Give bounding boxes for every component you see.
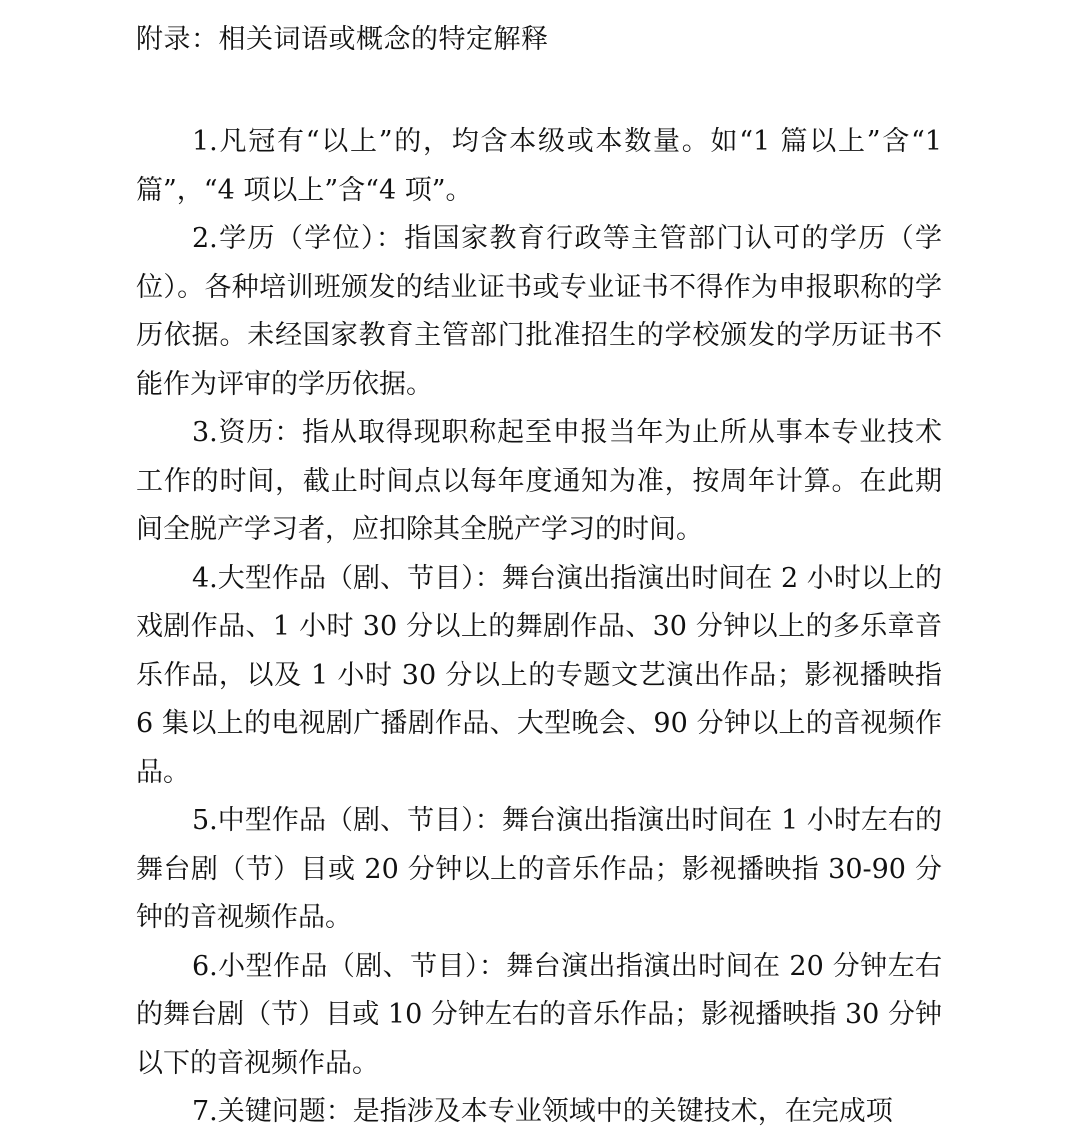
appendix-heading: 附录：相关词语或概念的特定解释 [136, 24, 549, 55]
definition-paragraph-1: 1.凡冠有“以上”的，均含本级或本数量。如“1 篇以上”含“1 篇”，“4 项以上”含“4 项”。 [136, 126, 942, 206]
definition-paragraph-5: 5.中型作品（剧、节目）：舞台演出指演出时间在 1 小时左右的舞台剧（节）目或 20 分钟以上的音乐作品；影视播映指 30-90 分钟的音视频作品。 [136, 805, 942, 933]
definition-paragraph-7: 7.关键问题：是指涉及本专业领域中的关键技术，在完成项 [192, 1096, 893, 1127]
definition-paragraph-3: 3.资历：指从取得现职称起至申报当年为止所从事本专业技术工作的时间，截止时间点以每年度通知为准，按周年计算。在此期间全脱产学习者，应扣除其全脱产学习的时间。 [136, 417, 942, 545]
definition-paragraph-6: 6.小型作品（剧、节目）：舞台演出指演出时间在 20 分钟左右的舞台剧（节）目或 10 分钟左右的音乐作品；影视播映指 30 分钟以下的音视频作品。 [136, 950, 942, 1079]
definition-paragraph-2: 2.学历（学位）：指国家教育行政等主管部门认可的学历（学位）。各种培训班颁发的结业证书或专业证书不得作为申报职称的学历依据。未经国家教育主管部门批准招生的学校颁发的学历证书不能作为评审的学历依据。 [136, 223, 942, 400]
definitions-list [136, 118, 942, 1137]
definition-paragraph-4: 4.大型作品（剧、节目）：舞台演出指演出时间在 2 小时以上的戏剧作品、1 小时 30 分以上的舞剧作品、30 分钟以上的多乐章音乐作品，以及 1 小时 30 分以上的专题文艺演出作品；影视播映指 6 集以上的电视剧广播剧作品、大型晚会、90 分钟以上的音视频作品。 [136, 562, 942, 788]
